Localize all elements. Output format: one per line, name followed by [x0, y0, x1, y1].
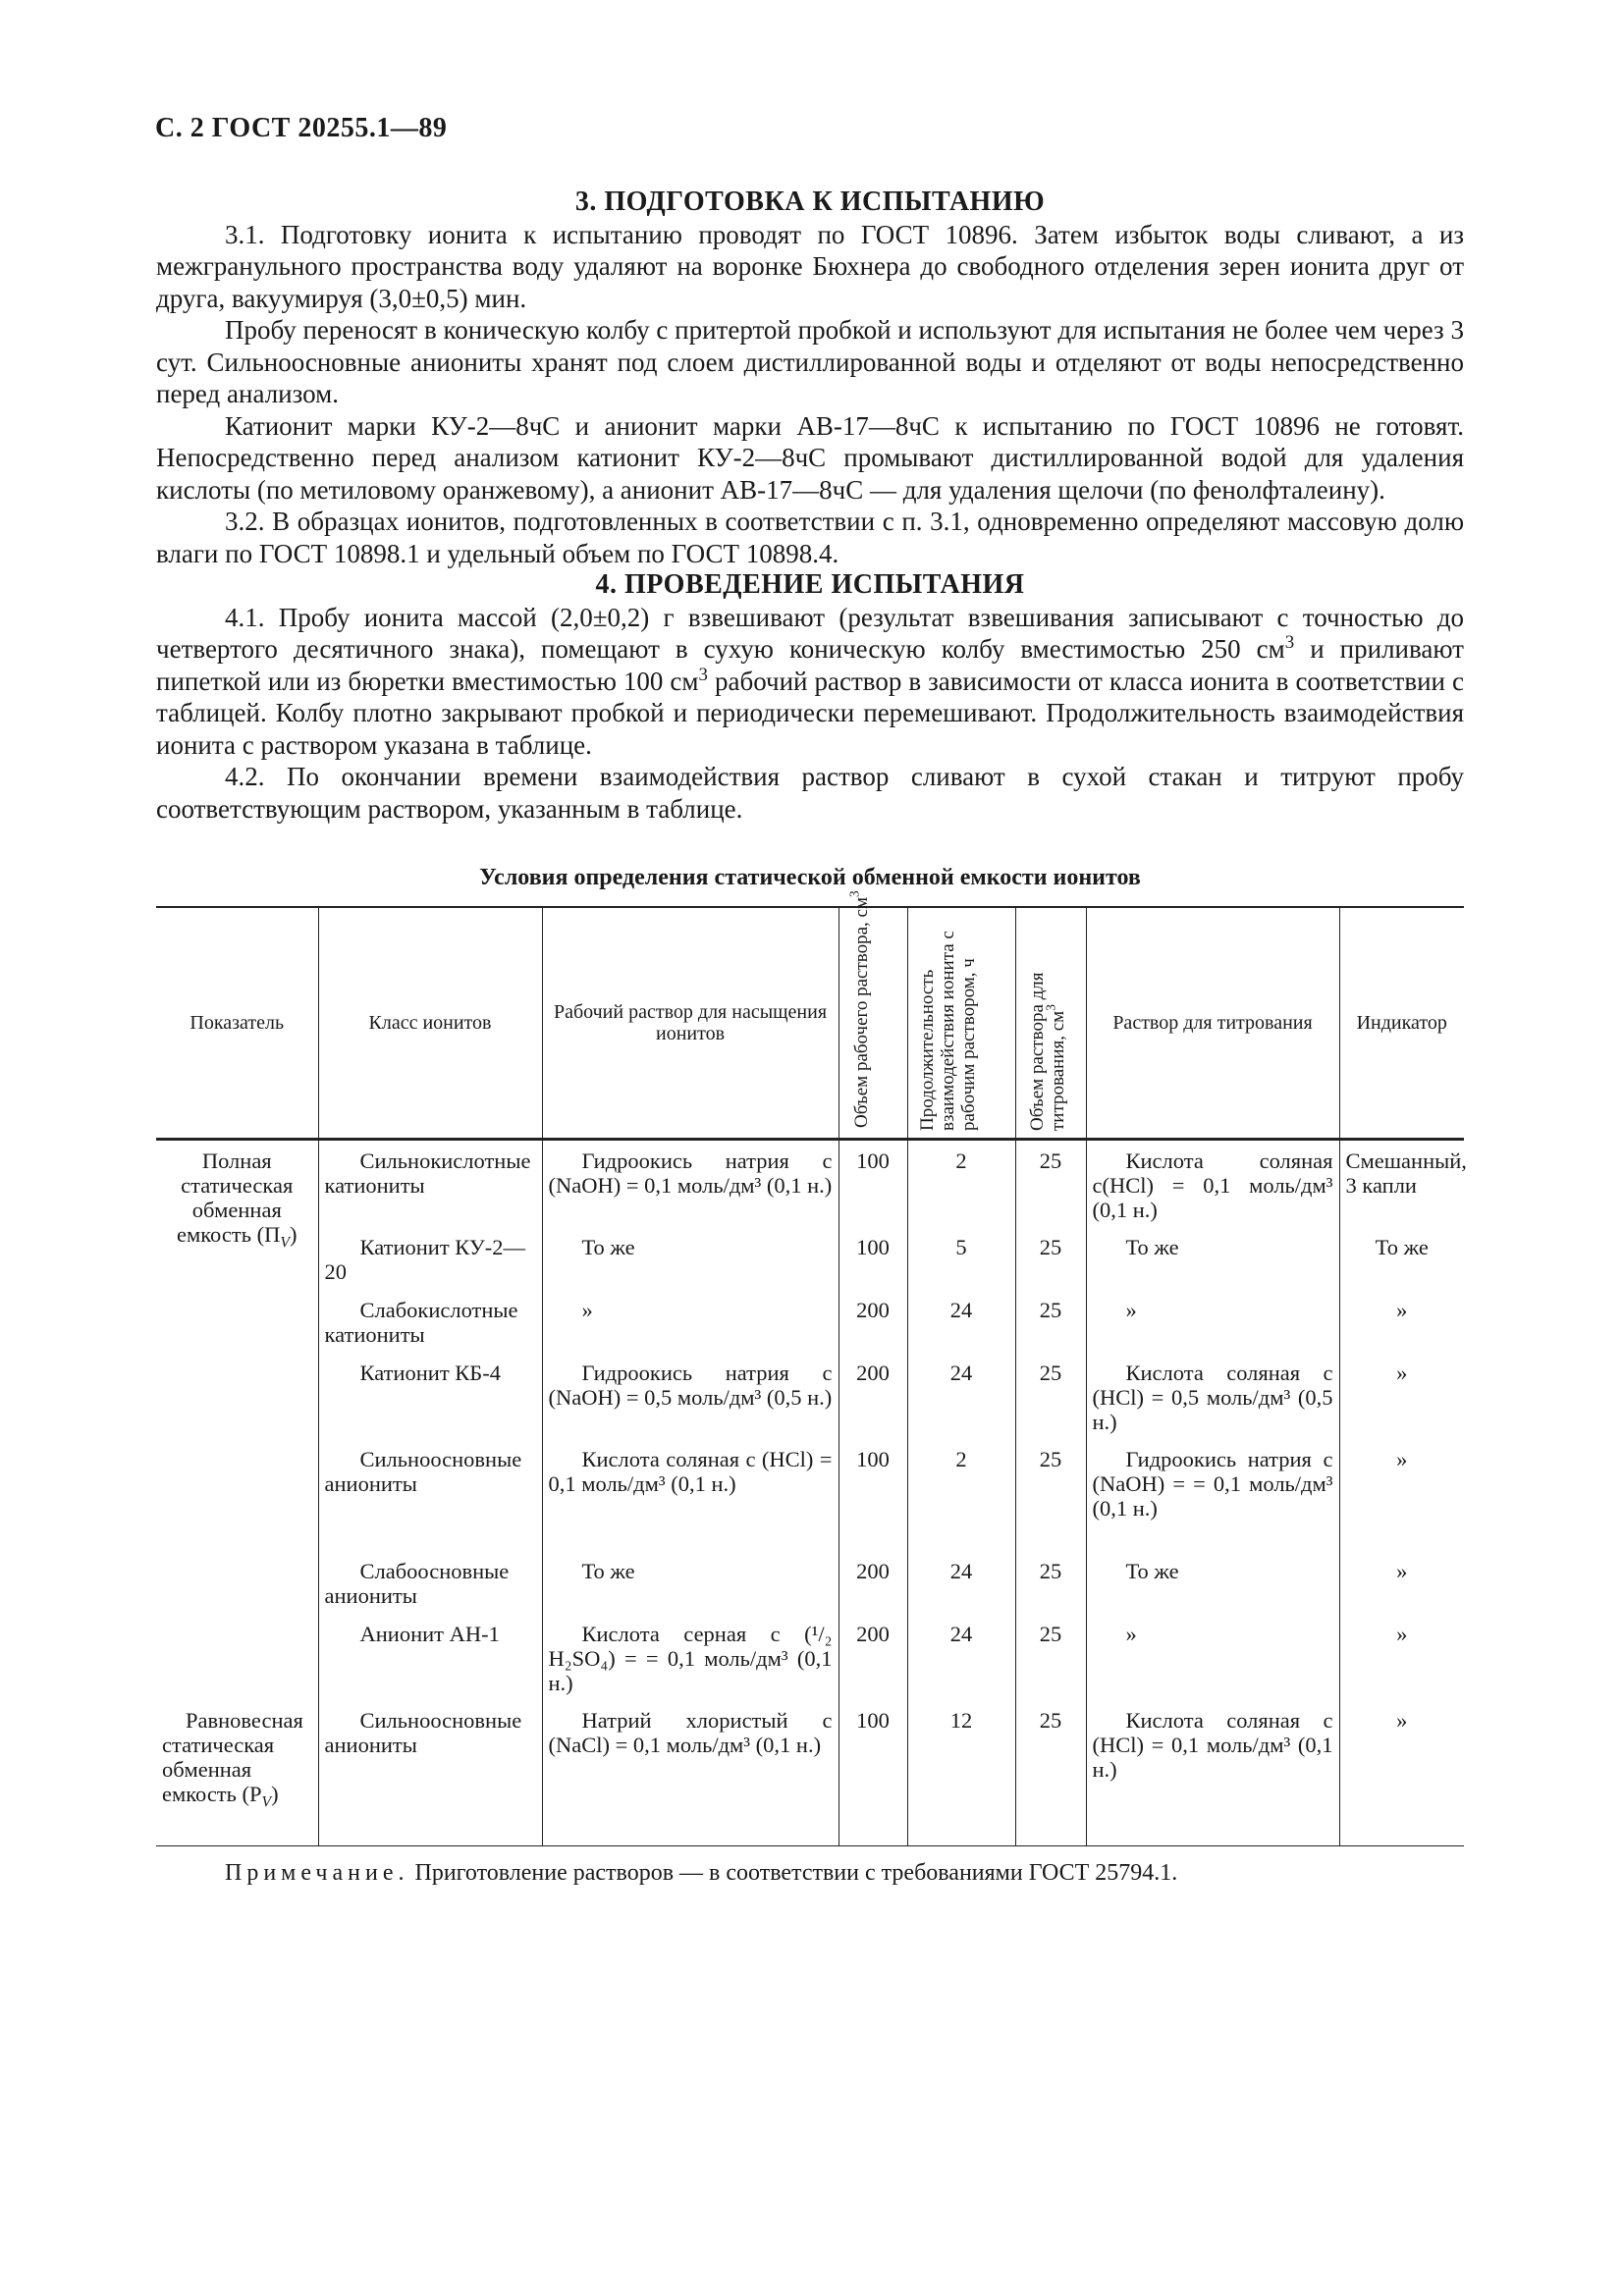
paragraph-3-1-sample: Пробу переносят в коническую колбу с притертой пробкой и используют для испытания не более чем через 3 сут. Сильноосновные аниониты хранят под слоем дистиллированной воды и отделяют от воды непосредственно перед анализом. — [156, 315, 1464, 408]
cell-volume: 100 — [839, 1235, 907, 1298]
header-working-solution: Рабочий раствор для насыщения ионитов — [542, 907, 839, 1140]
cell-titration-solution: То же — [1086, 1235, 1339, 1298]
conditions-table — [156, 890, 1467, 1846]
table-row — [156, 1139, 1464, 1235]
header-indicator-name: Показатель — [156, 907, 318, 1140]
group-equilibrium-capacity: Равновесная статическая обменная емкость $(P_V)$ — [156, 1708, 318, 1846]
cell-duration: 5 — [907, 1235, 1015, 1298]
cell-volume: 200 — [839, 1298, 907, 1361]
cell-titration-volume: 25 — [1015, 1708, 1086, 1846]
paragraph-3-1: 3.1. Подготовку ионита к испытанию проводят по ГОСТ 10896. Затем избыток воды сливают, а из межгранульного пространства воду удаляют на воронке Бюхнера до свободного отделения зерен ионита друг от друга, вакуумируя (3,0±0,5) мин. — [156, 219, 1464, 313]
cell-volume: 200 — [839, 1622, 907, 1708]
table-row — [156, 1298, 1464, 1361]
cell-class: Анионит АН-1 — [318, 1622, 542, 1708]
table-caption: Условия определения статической обменной емкости ионитов — [479, 865, 1141, 890]
table-header-row — [156, 907, 1464, 1140]
cell-volume: 200 — [839, 1361, 907, 1447]
cell-titration-solution: Кислота соляная c (HCl) = 0,1 моль/дм³ (0,1 н.) — [1086, 1708, 1339, 1846]
paragraph-3-2: 3.2. В образцах ионитов, подготовленных в соответствии с п. 3.1, одновременно определяют массовую долю влаги по ГОСТ 10898.1 и удельный объем по ГОСТ 10898.4. — [156, 507, 1464, 568]
cell-indicator: » — [1339, 1559, 1464, 1622]
section-4-title: 4. ПРОВЕДЕНИЕ ИСПЫТАНИЯ — [595, 569, 1025, 600]
cell-indicator: » — [1339, 1298, 1464, 1361]
cell-class: Сильноосновные аниониты — [318, 1447, 542, 1559]
cell-indicator: » — [1339, 1622, 1464, 1708]
cell-duration: 12 — [907, 1708, 1015, 1846]
cell-indicator: » — [1339, 1361, 1464, 1447]
header-volume: Объем рабочего раствора, $см^3$ — [839, 907, 907, 1140]
cell-titration-volume: 25 — [1015, 1622, 1086, 1708]
header-duration: Продолжительность взаимодействия ионита с рабочим раствором, ч — [907, 907, 1015, 1140]
header-titration-volume: Объем раствора для титрования, $см^3$ — [1015, 907, 1086, 1140]
table-row — [156, 1447, 1464, 1559]
paragraph-4-2: 4.2. По окончании времени взаимодействия раствор сливают в сухой стакан и титруют пробу соответствующим раствором, указанным в таблице. — [156, 762, 1464, 824]
cell-titration-volume: 25 — [1015, 1361, 1086, 1447]
cell-solution: То же — [542, 1559, 839, 1622]
cell-duration: 24 — [907, 1298, 1015, 1361]
cell-titration-volume: 25 — [1015, 1235, 1086, 1298]
cell-solution: Гидроокись натрия c (NaOH) = 0,1 моль/дм³ (0,1 н.) — [542, 1139, 839, 1235]
cell-solution: Натрий хлористый c (NaCl) = 0,1 моль/дм³ (0,1 н.) — [542, 1708, 839, 1846]
table-row — [156, 1708, 1464, 1846]
cell-indicator: Смешанный, 3 капли — [1339, 1139, 1464, 1235]
cell-duration: 2 — [907, 1447, 1015, 1559]
cell-indicator: То же — [1339, 1235, 1464, 1298]
cell-titration-volume: 25 — [1015, 1298, 1086, 1361]
cell-duration: 2 — [907, 1139, 1015, 1235]
cell-duration: 24 — [907, 1622, 1015, 1708]
cell-titration-solution: » — [1086, 1298, 1339, 1361]
header-indicator: Индикатор — [1339, 907, 1464, 1140]
cell-class: Слабокислотные катиониты — [318, 1298, 542, 1361]
cell-titration-solution: » — [1086, 1622, 1339, 1708]
cell-class: Сильнокислотные катиониты — [318, 1139, 542, 1235]
cell-volume: 100 — [839, 1139, 907, 1235]
cell-solution: То же — [542, 1235, 839, 1298]
table-note: Примечание. Приготовление растворов — в соответствии с требованиями ГОСТ 25794.1. — [225, 1859, 1178, 1886]
cell-class: Слабоосновные аниониты — [318, 1559, 542, 1622]
cell-class: Сильноосновные аниониты — [318, 1708, 542, 1846]
document-body — [156, 187, 1467, 1888]
cell-duration: 24 — [907, 1361, 1015, 1447]
table-row — [156, 1559, 1464, 1622]
cell-titration-solution: Кислота соляная c (HCl) = 0,5 моль/дм³ (0,5 н.) — [1086, 1361, 1339, 1447]
cell-indicator: » — [1339, 1447, 1464, 1559]
cell-titration-solution: Гидроокись натрия c (NaOH) = = 0,1 моль/дм³ (0,1 н.) — [1086, 1447, 1339, 1559]
cell-titration-solution: То же — [1086, 1559, 1339, 1622]
cell-titration-solution: Кислота соляная c(HCl) = 0,1 моль/дм³ (0,1 н.) — [1086, 1139, 1339, 1235]
header-titration-solution: Раствор для титрования — [1086, 907, 1339, 1140]
cell-solution: Кислота серная c (¹/₂ H₂SO₄) = = 0,1 моль/дм³ (0,1 н.) — [542, 1622, 839, 1708]
cell-volume: 100 — [839, 1708, 907, 1846]
cell-class: Катионит КУ-2—20 — [318, 1235, 542, 1298]
cell-class: Катионит КБ-4 — [318, 1361, 542, 1447]
cell-volume: 100 — [839, 1447, 907, 1559]
section-3-title: 3. ПОДГОТОВКА К ИСПЫТАНИЮ — [574, 187, 1046, 217]
paragraph-3-1-cationite: Катионит марки КУ-2—8чС и анионит марки АВ-17—8чС к испытанию по ГОСТ 10896 не готовят. Непосредственно перед анализом катионит КУ-2—8чС промывают дистиллированной водой для удаления кислоты (по метиловому оранжевому), а анионит АВ-17—8чС — для удаления щелочи (по фенолфталеину). — [156, 410, 1464, 505]
table-row — [156, 1622, 1464, 1708]
table-row — [156, 1235, 1464, 1298]
cell-volume: 200 — [839, 1559, 907, 1622]
group-full-capacity: Полная статическая обменная емкость $(П_V)$ — [156, 1139, 318, 1708]
table-row — [156, 1361, 1464, 1447]
cell-solution: Кислота соляная c (HCl) = 0,1 моль/дм³ (0,1 н.) — [542, 1447, 839, 1559]
cell-titration-volume: 25 — [1015, 1559, 1086, 1622]
cell-duration: 24 — [907, 1559, 1015, 1622]
paragraph-4-1: 4.1. Пробу ионита массой (2,0±0,2) г взвешивают (результат взвешивания записывают с точностью до четвертого десятичного знака), помещают в сухую коническую колбу вместимостью 250 $см^3$ и приливают пипеткой или из бюретки вместимостью 100 $см^3$ рабочий раствор в зависимости от класса ионита в соответствии с таблицей. Колбу плотно закрывают пробкой и периодически перемешивают. Продолжительность взаимодействия ионита с раствором указана в таблице. — [156, 602, 1464, 760]
cell-solution: » — [542, 1298, 839, 1361]
header-ionite-class: Класс ионитов — [318, 907, 542, 1140]
cell-solution: Гидроокись натрия c (NaOH) = 0,5 моль/дм³ (0,5 н.) — [542, 1361, 839, 1447]
page-header: С. 2 ГОСТ 20255.1—89 — [155, 113, 448, 143]
cell-indicator: » — [1339, 1708, 1464, 1846]
cell-titration-volume: 25 — [1015, 1447, 1086, 1559]
cell-titration-volume: 25 — [1015, 1139, 1086, 1235]
